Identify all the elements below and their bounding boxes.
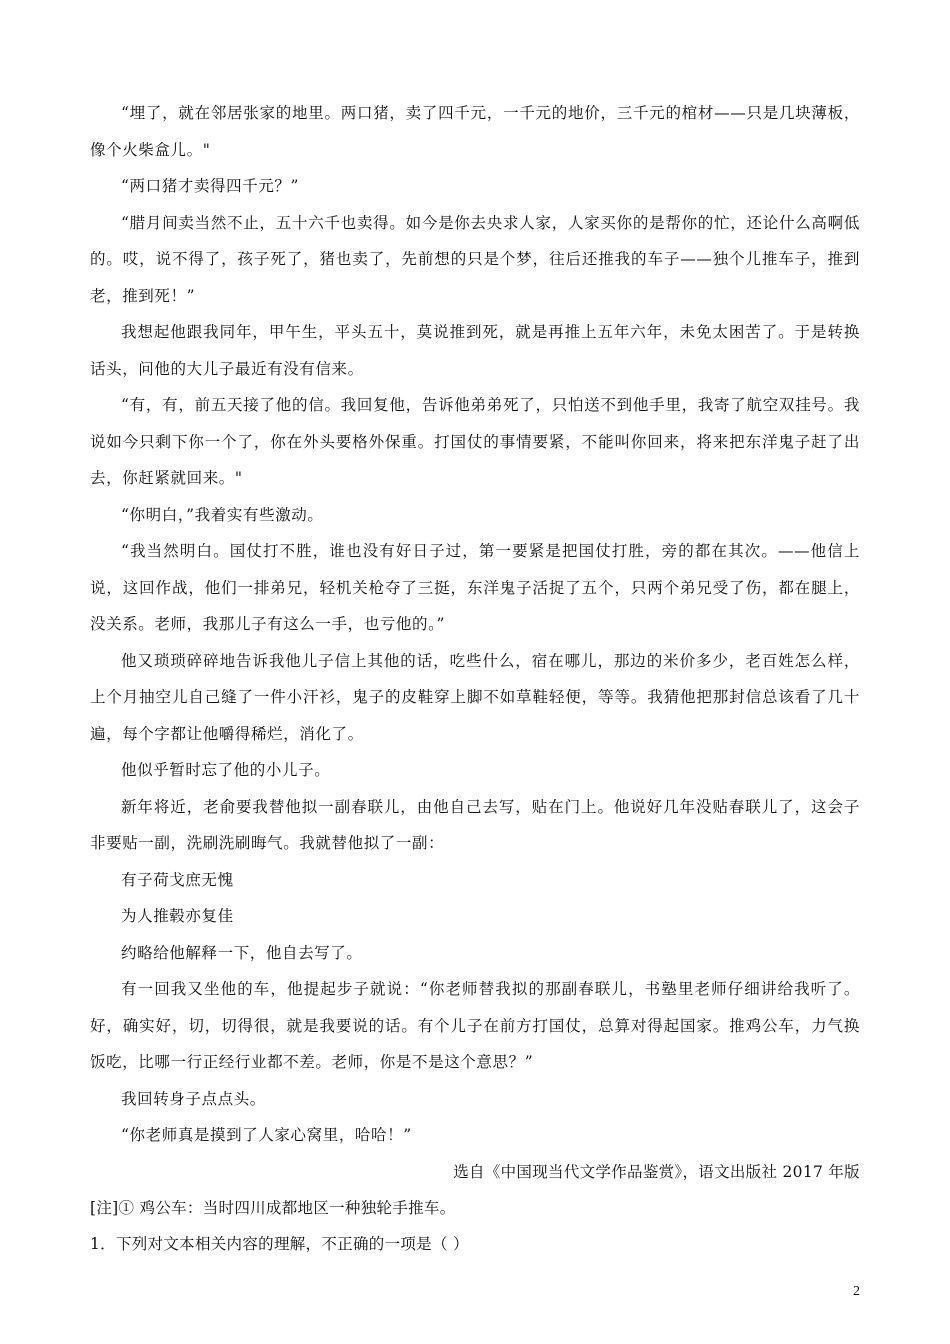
- paragraph: “你老师真是摸到了人家心窝里，哈哈！”: [121, 1126, 412, 1144]
- paragraph: “两口猪才卖得四千元？”: [121, 177, 300, 195]
- paragraph: “有，有，前五天接了他的信。我回复他，告诉他弟弟死了，只怕送不到他手里，我寄了航空双挂号。我说如今只剩下你一个了，你在外头要格外保重。打国仗的事情要紧，不能叫你回来，将来把东洋鬼子赶了出去，你赶紧就回来。": [90, 396, 860, 487]
- paragraph: 有一回我又坐他的车，他提起步子就说：“你老师替我拟的那副春联儿，书塾里老师仔细讲给我听了。好，确实好，切，切得很，就是我要说的话。有个儿子在前方打国仗，总算对得起国家。推鸡公车，力气换饭吃，比哪一行正经行业都不差。老师，你是不是这个意思？”: [90, 980, 860, 1071]
- paragraph: 我回转身子点点头。: [121, 1089, 266, 1108]
- paragraph: 约略给他解释一下，他自去写了。: [121, 943, 363, 962]
- page-number: 2: [853, 1284, 860, 1299]
- question-1: 1．下列对文本相关内容的理解，不正确的一项是（ ）: [90, 1234, 469, 1253]
- paragraph: 我想起他跟我同年，甲午生，平头五十，莫说推到死，就是再推上五年六年，未免太困苦了。于是转换话头，问他的大儿子最近有没有信来。: [90, 323, 860, 378]
- footnote: [注]① 鸡公车：当时四川成都地区一种独轮手推车。: [90, 1198, 456, 1217]
- couplet-line-1: 有子荷戈庶无愧: [121, 870, 234, 889]
- paragraph: “埋了，就在邻居张家的地里。两口猪，卖了四千元，一千元的地价，三千元的棺材——只是几块薄板，像个火柴盒儿。": [90, 104, 860, 159]
- paragraph: 他又琐琐碎碎地告诉我他儿子信上其他的话，吃些什么，宿在哪儿，那边的米价多少，老百姓怎么样，上个月抽空儿自己缝了一件小汗衫，鬼子的皮鞋穿上脚不如草鞋轻便，等等。我猜他把那封信总该看了几十遍，每个字都让他嚼得稀烂，消化了。: [90, 651, 860, 743]
- couplet-line-2: 为人推毂亦复佳: [121, 907, 234, 925]
- paragraph: 他似乎暂时忘了他的小儿子。: [121, 761, 331, 779]
- paragraph: “腊月间卖当然不止，五十六千也卖得。如今是你去央求人家，人家买你的是帮你的忙，还论什么高啊低的。哎，说不得了，孩子死了，猪也卖了，先前想的只是个梦，往后还推我的车子——独个儿推车子，推到老，推到死！”: [90, 213, 860, 305]
- paragraph: “你明白，”我着实有些激动。: [121, 505, 324, 524]
- paragraph: “我当然明白。国仗打不胜，谁也没有好日子过，第一要紧是把国仗打胜，旁的都在其次。——他信上说，这回作战，他们一排弟兄，轻机关枪夺了三挺，东洋鬼子活捉了五个，只两个弟兄受了伤，都在腿上，没关系。老师，我那儿子有这么一手，也亏他的。”: [90, 542, 860, 633]
- paragraph: 新年将近，老俞要我替他拟一副春联儿，由他自己去写，贴在门上。他说好几年没贴春联儿了，这会子非要贴一副，洗刷洗刷晦气。我就替他拟了一副：: [90, 797, 860, 852]
- source-citation: 选自《中国现当代文学作品鉴赏》，语文出版社 2017 年版: [453, 1162, 860, 1181]
- story-body: [90, 95, 860, 1262]
